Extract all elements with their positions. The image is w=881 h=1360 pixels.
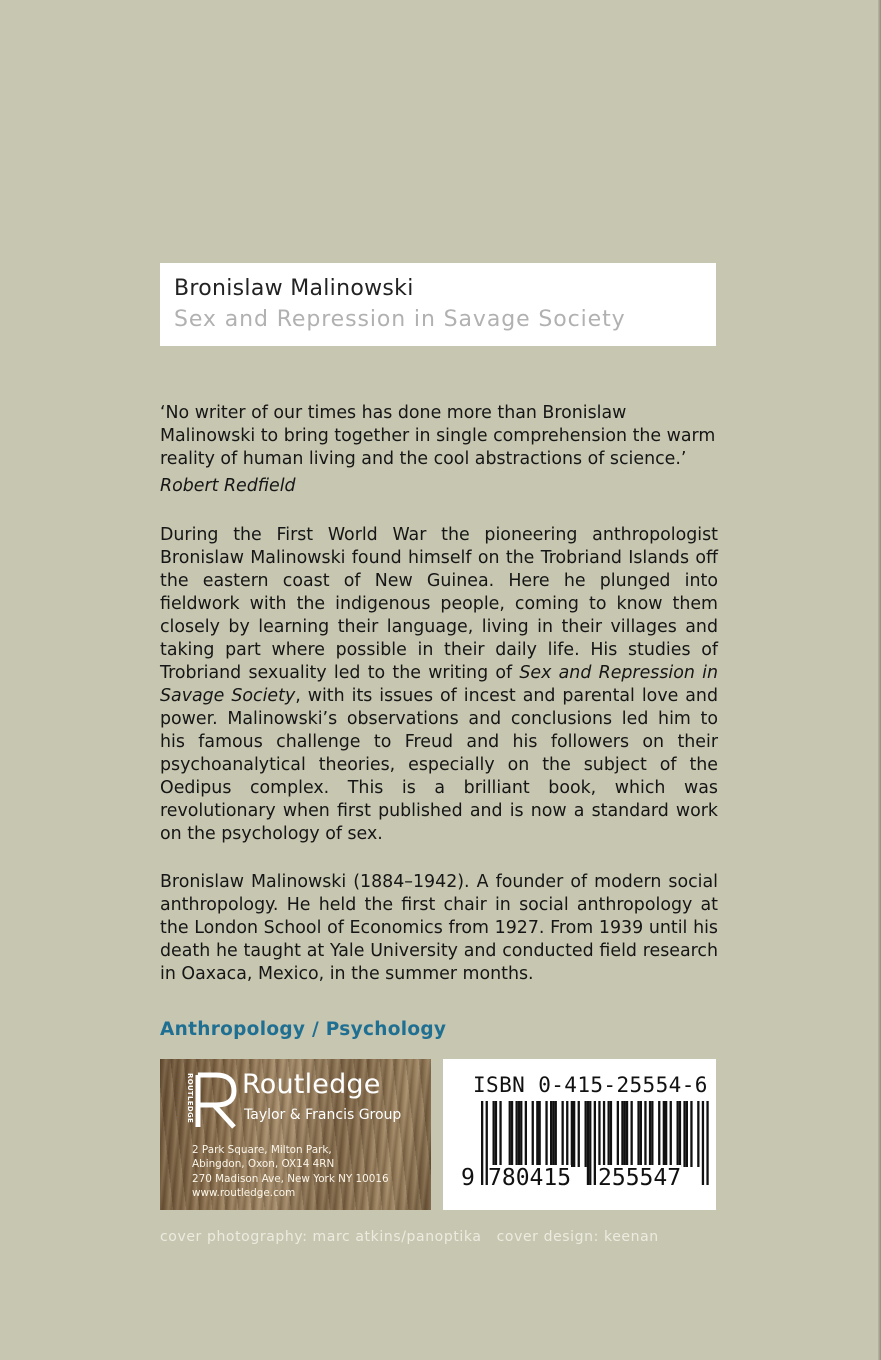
- routledge-r-logo-icon: [190, 1071, 242, 1131]
- publisher-name: Routledge: [242, 1069, 381, 1100]
- barcode-bar: [555, 1101, 557, 1167]
- publisher-address: [192, 1143, 389, 1201]
- address-line-2: Abingdon, Oxon, OX14 4RN: [192, 1158, 335, 1171]
- barcode-bar: [562, 1101, 564, 1167]
- quote-text: ‘No writer of our times has done more than Bronislaw Malinowski to bring together in single comprehension the warm reality of human living and the cool abstractions of science.’: [160, 403, 716, 469]
- barcode-bar: [658, 1101, 660, 1167]
- barcode-right-digits: 255547: [598, 1165, 682, 1191]
- barcode-bar: [585, 1101, 587, 1167]
- design-credit: cover design: keenan: [496, 1229, 659, 1245]
- barcode-bar: [670, 1101, 672, 1167]
- barcode-bar: [610, 1101, 612, 1167]
- description-text-2: , with its issues of incest and parental love and power. Malinowski’s observations and conclusions led him to his famous challenge to Freud and his followers on their psychoanalytical theories, especially on the subject of the Oedipus complex. This is a brilliant book, which was revolutionary when first published and is now a standard work on the psychology of sex.: [160, 686, 718, 844]
- barcode-bar: [516, 1101, 518, 1167]
- barcode-bar: [539, 1101, 541, 1167]
- barcode-bar: [626, 1101, 628, 1167]
- description-book-title: Sex and Repression in Savage Society: [160, 663, 718, 706]
- barcode-bar: [532, 1101, 534, 1167]
- book-title: Sex and Repression in Savage Society: [174, 307, 626, 332]
- barcode-box: [443, 1059, 716, 1210]
- barcode-bar: [495, 1101, 497, 1167]
- barcode-bar: [511, 1101, 513, 1167]
- barcode-bar: [587, 1101, 589, 1185]
- barcode-bar: [545, 1101, 547, 1167]
- barcode-bar: [679, 1101, 681, 1167]
- barcode-bar: [520, 1101, 522, 1167]
- barcode-bar: [621, 1101, 623, 1167]
- barcode-bar: [552, 1101, 554, 1167]
- endorsement-quote: [160, 402, 718, 498]
- author-bio: Bronislaw Malinowski (1884–1942). A founder of modern social anthropology. He held the first chair in social anthropology at the London School of Economics from 1927. From 1939 until his death he taught at Yale University and conducted field research in Oaxaca, Mexico, in the summer months.: [160, 872, 718, 984]
- barcode-bar: [518, 1101, 520, 1167]
- barcode-bar: [683, 1101, 685, 1167]
- barcode-bar: [624, 1101, 626, 1167]
- barcode-bar: [573, 1101, 575, 1167]
- barcode-bar: [637, 1101, 639, 1167]
- barcode-bar: [525, 1101, 527, 1167]
- address-line-1: 2 Park Square, Milton Park,: [192, 1144, 332, 1156]
- barcode-bar: [608, 1101, 610, 1167]
- cover-credits: [160, 1229, 659, 1245]
- barcode-bar: [509, 1101, 511, 1167]
- barcode-bar: [493, 1101, 495, 1167]
- blurb-content: [160, 402, 718, 986]
- barcode-bar: [617, 1101, 619, 1167]
- barcode-bar: [594, 1101, 596, 1185]
- barcode-bar: [589, 1101, 591, 1185]
- barcode-bar: [706, 1101, 708, 1185]
- isbn-label: ISBN 0-415-25554-6: [473, 1073, 708, 1097]
- barcode-bar: [536, 1101, 538, 1167]
- barcode-bar: [663, 1101, 665, 1167]
- barcode-bar: [665, 1101, 667, 1167]
- barcode-bar: [603, 1101, 605, 1167]
- barcode-bar: [550, 1101, 552, 1167]
- barcode-bar: [686, 1101, 688, 1167]
- barcode-bar: [578, 1101, 580, 1167]
- quote-source: Robert Redfield: [160, 476, 296, 496]
- barcode-left-digits: 780415: [488, 1165, 572, 1191]
- barcode-bar: [690, 1101, 692, 1167]
- barcode-bar: [598, 1101, 600, 1167]
- barcode-bar: [644, 1101, 646, 1167]
- address-line-3: 270 Madison Ave, New York NY 10016: [192, 1172, 389, 1185]
- barcode-bar: [677, 1101, 679, 1167]
- barcode-bar: [481, 1101, 483, 1185]
- title-box: [160, 263, 716, 346]
- author-name: Bronislaw Malinowski: [174, 276, 414, 301]
- publisher-group: Taylor & Francis Group: [244, 1107, 402, 1123]
- barcode-bar: [651, 1101, 653, 1167]
- publisher-block: [160, 1059, 431, 1210]
- book-description: [160, 524, 718, 846]
- barcode-bar: [566, 1101, 568, 1167]
- photography-credit: cover photography: marc atkins/panoptika: [160, 1229, 482, 1245]
- description-text-1: During the First World War the pioneering anthropologist Bronislaw Malinowski found himself on the Trobriand Islands off the eastern coast of New Guinea. Here he plunged into fieldwork with the indigenous people, coming to know them closely by learning their language, living in their villages and taking part where possible in their daily life. His studies of Trobriand sexuality led to the writing of: [160, 525, 718, 683]
- barcode-bar: [631, 1101, 633, 1167]
- barcode-bar: [571, 1101, 573, 1167]
- barcode-bar: [499, 1101, 501, 1167]
- barcode-bar: [640, 1101, 642, 1167]
- barcode-bar: [649, 1101, 651, 1167]
- publisher-spine-text: ROUTLEDGE: [186, 1073, 194, 1124]
- subject-category: Anthropology / Psychology: [160, 1019, 447, 1040]
- barcode-bar: [702, 1101, 704, 1185]
- publisher-website: www.routledge.com: [192, 1187, 296, 1200]
- barcode-first-digit: 9: [461, 1165, 475, 1191]
- barcode-bar: [697, 1101, 699, 1167]
